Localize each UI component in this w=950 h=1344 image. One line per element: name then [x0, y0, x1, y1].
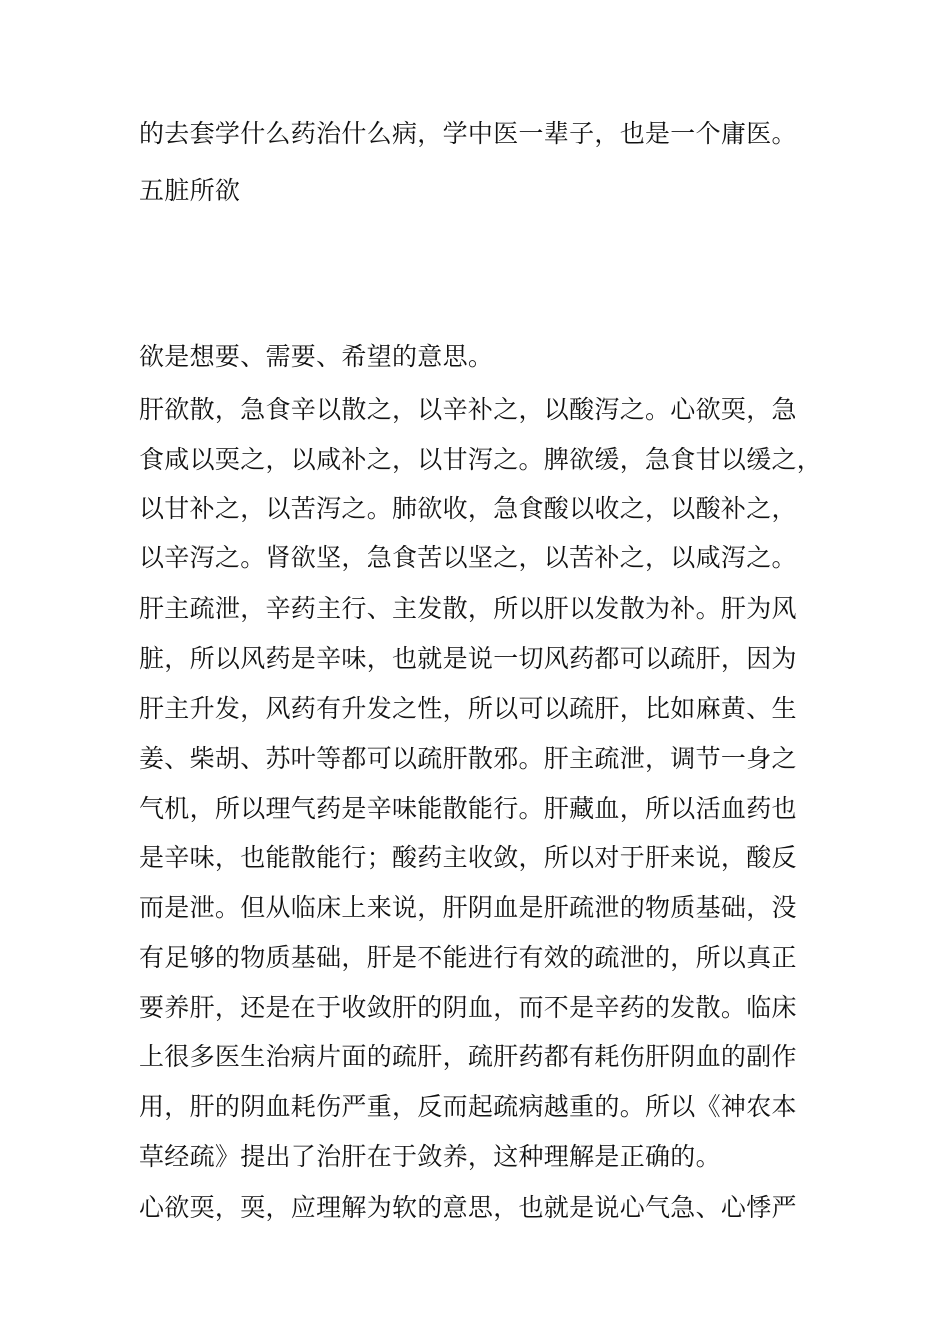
text-line-12: 气机，所以理气药是辛味能散能行。肝藏血，所以活血药也: [139, 794, 797, 823]
text-line-1: 的去套学什么药治什么病，学中医一辈子，也是一个庸医。: [139, 119, 797, 148]
text-line-14: 而是泄。但从临床上来说，肝阴血是肝疏泄的物质基础，没: [139, 893, 797, 922]
text-line-6: 以甘补之，以苦泻之。肺欲收，急食酸以收之，以酸补之，: [139, 494, 797, 523]
text-line-8: 肝主疏泄，辛药主行、主发散，所以肝以发散为补。肝为风: [139, 594, 797, 623]
text-line-15: 有足够的物质基础，肝是不能进行有效的疏泄的，所以真正: [139, 943, 797, 972]
text-line-11: 姜、柴胡、苏叶等都可以疏肝散邪。肝主疏泄，调节一身之: [139, 744, 797, 773]
text-line-16: 要养肝，还是在于收敛肝的阴血，而不是辛药的发散。临床: [139, 993, 797, 1022]
text-line-9: 脏，所以风药是辛味，也就是说一切风药都可以疏肝，因为: [139, 644, 797, 673]
text-line-7: 以辛泻之。肾欲坚，急食苦以坚之，以苦补之，以咸泻之。: [139, 543, 797, 572]
text-line-20: 心欲耎，耎，应理解为软的意思，也就是说心气急、心悸严: [139, 1193, 797, 1222]
text-line-19: 草经疏》提出了治肝在于敛养，这种理解是正确的。: [139, 1142, 721, 1171]
text-line-13: 是辛味，也能散能行；酸药主收敛，所以对于肝来说，酸反: [139, 843, 797, 872]
text-line-3: 欲是想要、需要、希望的意思。: [139, 342, 494, 371]
text-line-17: 上很多医生治病片面的疏肝，疏肝药都有耗伤肝阴血的副作: [139, 1042, 797, 1071]
text-line-10: 肝主升发，风药有升发之性，所以可以疏肝，比如麻黄、生: [139, 694, 797, 723]
section-heading: 五脏所欲: [139, 176, 241, 205]
text-line-5: 食咸以耎之，以咸补之，以甘泻之。脾欲缓，急食甘以缓之，: [139, 445, 823, 474]
text-line-18: 用，肝的阴血耗伤严重，反而起疏病越重的。所以《神农本: [139, 1092, 797, 1121]
text-line-4: 肝欲散，急食辛以散之，以辛补之，以酸泻之。心欲耎，急: [139, 395, 797, 424]
